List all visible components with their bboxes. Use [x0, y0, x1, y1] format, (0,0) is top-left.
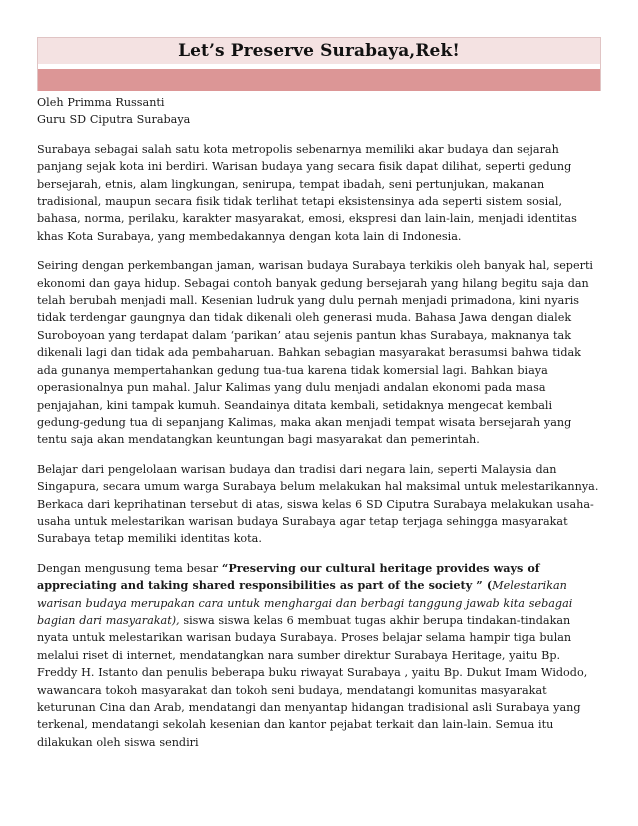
- document-title: Let’s Preserve Surabaya,Rek!: [178, 41, 460, 61]
- author-name: Oleh Primma Russanti: [37, 96, 165, 109]
- theme-translation: Melestarikan warisan budaya merupakan cara untuk menghargai dan berbagi tanggung jawab kita sebagai bagian dari masyarakat),: [37, 579, 573, 627]
- title-accent-bar: [38, 69, 600, 91]
- paragraph-3: Belajar dari pengelolaan warisan budaya dan tradisi dari negara lain, seperti Malaysia dan Singapura, secara umum warga Surabaya belum melakukan hal maksimal untuk melestarikannya. Berkaca dari keprihatinan tersebut di atas, siswa kelas 6 SD Ciputra Surabaya melakukan usaha-usaha untuk melestarikan warisan budaya Surabaya agar tetap terjaga sehingga masyarakat Surabaya tetap memiliki identitas kota.: [37, 462, 599, 546]
- paragraph-4-lead: Dengan mengusung tema besar: [37, 561, 222, 575]
- title-banner: [37, 37, 601, 91]
- author-affiliation: Guru SD Ciputra Surabaya: [37, 113, 191, 127]
- author-block: [37, 94, 601, 129]
- paragraph-1: Surabaya sebagai salah satu kota metropolis sebenarnya memiliki akar budaya dan sejarah panjang sejak kota ini berdiri. Warisan budaya yang secara fisik dapat dilihat, seperti gedung bersejarah, etnis, alam lingkungan, senirupa, tempat ibadah, seni pertunjukan, makanan tradisional, maupun secara fisik tidak terlihat tetapi eksistensinya ada seperti sistem sosial, bahasa, norma, perilaku, karakter masyarakat, emosi, ekspresi dan lain-lain, menjadi identitas khas Kota Surabaya, yang membedakannya dengan kota lain di Indonesia.: [37, 142, 577, 243]
- title-band: [38, 38, 600, 64]
- paragraph-4: [37, 560, 601, 751]
- theme-quote: “Preserving our cultural heritage provides ways of appreciating and taking shared responsibilities as part of the society ” (: [37, 560, 540, 593]
- document-page: [37, 37, 601, 763]
- paragraph-2: Seiring dengan perkembangan jaman, warisan budaya Surabaya terkikis oleh banyak hal, seperti ekonomi dan gaya hidup. Sebagai contoh banyak gedung bersejarah yang hilang begitu saja dan telah berubah menjadi mall. Kesenian ludruk yang dulu pernah menjadi primadona, kini nyaris tidak terdengar gaungnya dan tidak dikenali oleh generasi muda. Bahasa Jawa dengan dialek Suroboyoan yang terdapat dalam ‘parikan’ atau sejenis pantun khas Surabaya, maknanya tak dikenali lagi dan tidak ada pembaharuan. Bahkan sebagian masyarakat berasumsi bahwa tidak ada gunanya mempertahankan gedung tua-tua karena tidak komersial lagi. Bahkan biaya operasionalnya pun mahal. Jalur Kalimas yang dulu menjadi andalan ekonomi pada masa penjajahan, kini tampak kumuh. Seandainya ditata kembali, setidaknya mengecat kembali gedung-gedung tua di sepanjang Kalimas, maka akan menjadi tempat wisata bersejarah yang tentu saja akan mendatangkan keuntungan bagi masyarakat dan pemerintah.: [37, 259, 594, 447]
- paragraph-4-rest: siswa siswa kelas 6 membuat tugas akhir berupa tindakan-tindakan nyata untuk melestarikan warisan budaya Surabaya. Proses belajar selama hampir tiga bulan melalui riset di internet, mendatangkan nara sumber direktur Surabaya Heritage, yaitu Bp. Freddy H. Istanto dan penulis beberapa buku riwayat Surabaya , yaitu Bp. Dukut Imam Widodo, wawancara tokoh masyarakat dan tokoh seni budaya, mendatangi komunitas masyarakat keturunan Cina dan Arab, mendatangi dan menyantap hidangan tradisional asli Surabaya yang terkenal, mendatangi sekolah kesenian dan kantor pejabat terkait dan lain-lain. Semua itu dilakukan oleh siswa sendiri: [37, 613, 588, 749]
- article-body: [37, 94, 601, 751]
